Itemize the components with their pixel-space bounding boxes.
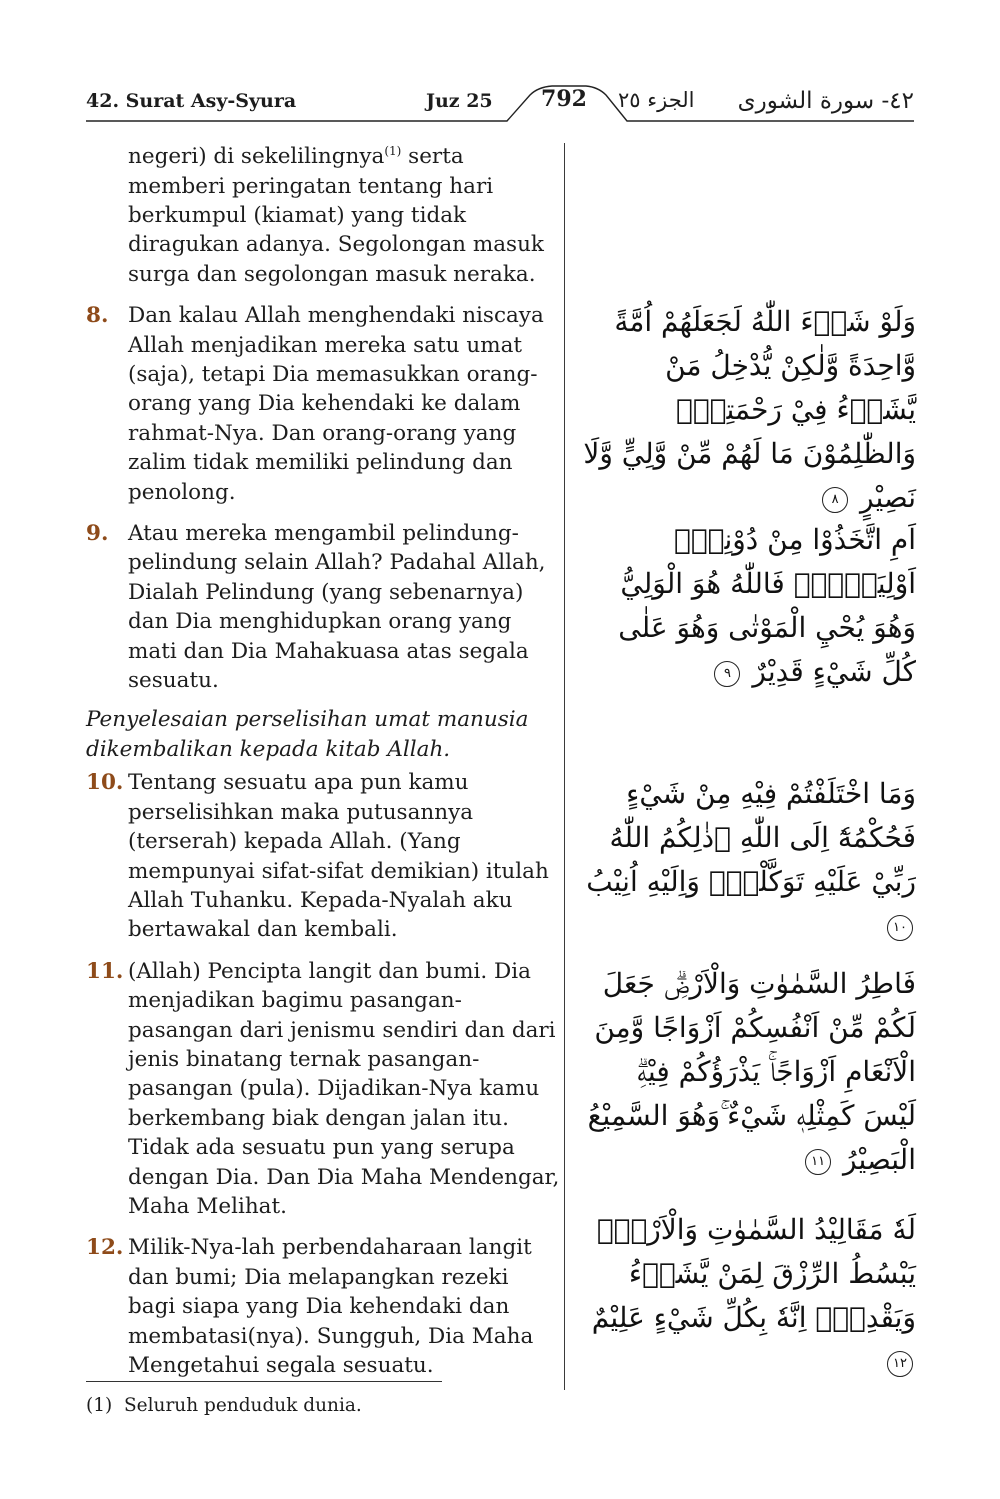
- verse-number: 10.: [86, 770, 124, 796]
- page-number: 792: [541, 86, 587, 112]
- verse-text: Tentang sesuatu apa pun kamu perselisihkan maka putusannya (terserah) kepada Allah. (Yang mempunyai sifat-sifat demikian) itulah Allah Tuhanku. Kepada-Nyalah aku bertawakal dan kembali.: [128, 770, 549, 943]
- verse-text: Milik-Nya-lah perbendaharaan langit dan bumi; Dia melapangkan rezeki bagi siapa yang Dia kehendaki dan membatasi(nya). Sungguh, Dia Maha Mengetahui segala sesuatu.: [128, 1235, 534, 1378]
- verse-number: 9.: [86, 521, 109, 547]
- continuation-text: negeri) di sekelilingnya$^{(1)}$ serta memberi peringatan tentang hari berkumpul (kiamat) yang tidak diragukan adanya. Segolongan masuk surga dan segolongan masuk neraka.: [128, 144, 544, 287]
- verse-11: [86, 957, 561, 1222]
- verse-text: Atau mereka mengambil pelindung-pelindung selain Allah? Padahal Allah, Dialah Pelindung (yang sebenarnya) dan Dia menghidupkan orang yang mati dan Dia Mahakuasa atas segala sesuatu.: [128, 521, 546, 694]
- arabic-verse-10: وَمَا اخْتَلَفْتُمْ فِيْهِ مِنْ شَيْءٍ فَحُكْمُهٗٓ اِلَى اللّٰهِ ۗذٰلِكُمُ اللّٰهُ رَبِّيْ عَلَيْهِ تَوَكَّلْتُۖ وَاِلَيْهِ اُنِيْبُ ١٠: [581, 772, 916, 948]
- verse-10: [86, 768, 561, 944]
- ayah-number-marker: ٨: [822, 487, 848, 513]
- column-divider: [564, 143, 565, 1390]
- juz-label-arabic: الجزء ٢٥: [618, 88, 695, 112]
- verse-text: Dan kalau Allah menghendaki niscaya Allah menjadikan mereka satu umat (saja), tetapi Dia memasukkan orang-orang yang Dia kehendaki ke dalam rahmat-Nya. Dan orang-orang yang zalim tidak memiliki pelindung dan penolong.: [128, 303, 544, 505]
- footnote-rule: [86, 1381, 442, 1382]
- ayah-number-marker: ١٢: [887, 1351, 913, 1377]
- arabic-verse-12: لَهٗ مَقَالِيْدُ السَّمٰوٰتِ وَالْاَرْضِۚ يَبْسُطُ الرِّزْقَ لِمَنْ يَّشَاۤءُ وَيَقْدِرُۗ اِنَّهٗ بِكُلِّ شَيْءٍ عَلِيْمٌ ١٢: [581, 1208, 916, 1384]
- surah-title-arabic: ٤٢- سورة الشورى: [737, 88, 914, 114]
- verse-9: [86, 519, 561, 695]
- surah-title-latin: 42. Surat Asy-Syura: [86, 90, 297, 112]
- ayah-number-marker: ١٠: [887, 915, 913, 941]
- section-heading: Penyelesaian perselisihan umat manusia dikembalikan kepada kitab Allah.: [86, 707, 529, 762]
- verse-text: (Allah) Pencipta langit dan bumi. Dia menjadikan bagimu pasangan-pasangan dari jenismu sendiri dan dari jenis binatang ternak pasangan-pasangan (pula). Dijadikan-Nya kamu berkembang biak dengan jalan itu. Tidak ada sesuatu pun yang serupa dengan Dia. Dan Dia Maha Mendengar, Maha Melihat.: [128, 958, 560, 1219]
- juz-label-latin: Juz 25: [426, 90, 493, 112]
- arabic-verse-9: اَمِ اتَّخَذُوْا مِنْ دُوْنِهٖٓ اَوْلِيَاۤءَۚ فَاللّٰهُ هُوَ الْوَلِيُّ وَهُوَ يُحْيِ الْمَوْتٰى وَهُوَ عَلٰى كُلِّ شَيْءٍ قَدِيْرٌ ٩: [618, 523, 916, 688]
- arabic-verse-11: فَاطِرُ السَّمٰوٰتِ وَالْاَرْضِۗ جَعَلَ لَكُمْ مِّنْ اَنْفُسِكُمْ اَزْوَاجًا وَّمِنَ الْاَنْعَامِ اَزْوَاجًاۚ يَذْرَؤُكُمْ فِيْهِۗ لَيْسَ كَمِثْلِهٖ شَيْءٌ ۚوَهُوَ السَّمِيْعُ الْبَصِيْرُ ١١: [587, 967, 916, 1176]
- verse-number: 12.: [86, 1235, 124, 1261]
- translation-column: [86, 137, 561, 1392]
- ayah-number-marker: ٩: [714, 661, 740, 687]
- arabic-verse-8: وَلَوْ شَاۤءَ اللّٰهُ لَجَعَلَهُمْ اُمَّةً وَّاحِدَةً وَّلٰكِنْ يُّدْخِلُ مَنْ يَّشَاۤءُ فِيْ رَحْمَتِهٖۗ وَالظّٰلِمُوْنَ مَا لَهُمْ مِّنْ وَّلِيٍّ وَّلَا نَصِيْرٍ ٨: [583, 305, 916, 514]
- verse-number: 11.: [86, 958, 124, 984]
- footnote-ref: (1): [384, 144, 402, 158]
- verse-number: 8.: [86, 303, 109, 329]
- verse-8: [86, 301, 561, 507]
- verse-12: [86, 1233, 561, 1380]
- footnote: (1) Seluruh penduduk dunia.: [86, 1395, 362, 1416]
- ayah-number-marker: ١١: [805, 1149, 831, 1175]
